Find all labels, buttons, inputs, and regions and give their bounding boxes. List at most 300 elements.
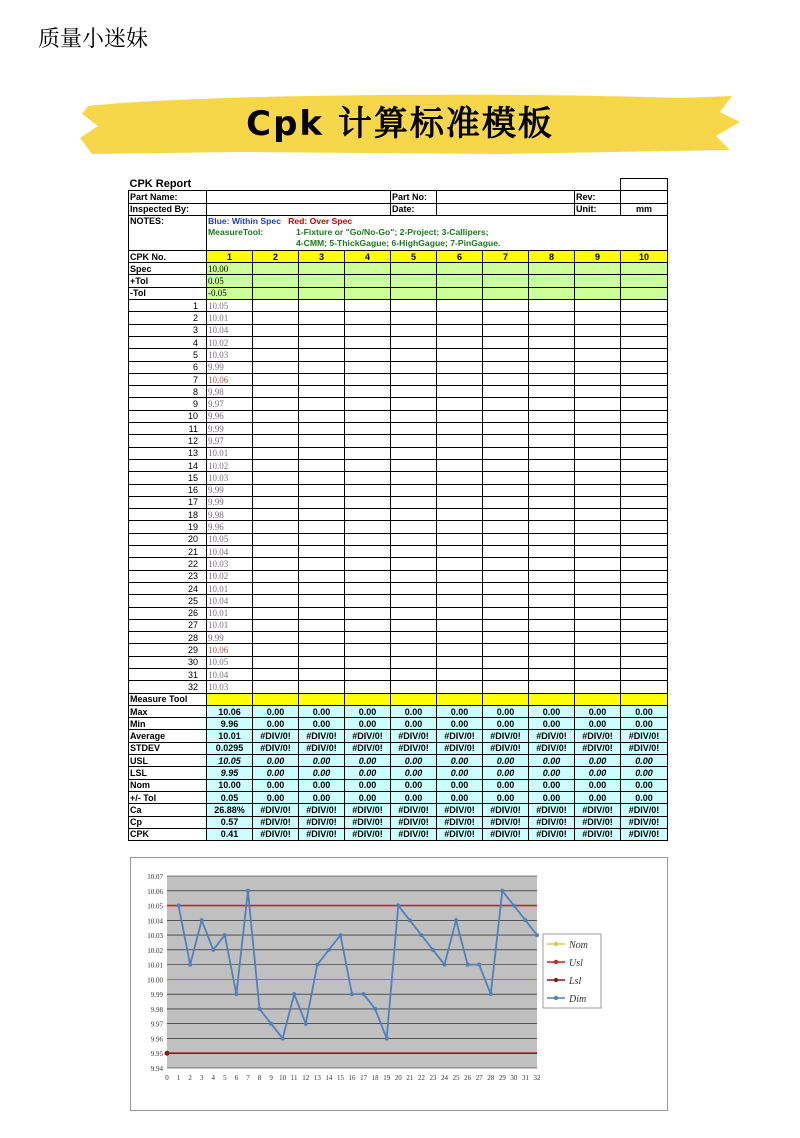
spec-row-value[interactable]: 10.00 — [207, 263, 253, 275]
measurement-cell[interactable] — [437, 373, 483, 385]
measure-tool-cell[interactable] — [575, 693, 621, 705]
measurement-cell[interactable] — [253, 447, 299, 459]
measurement-cell[interactable] — [529, 373, 575, 385]
measurement-cell[interactable] — [345, 570, 391, 582]
measurement-cell[interactable] — [299, 447, 345, 459]
measurement-cell[interactable] — [345, 324, 391, 336]
measurement-cell[interactable] — [575, 595, 621, 607]
measurement-cell[interactable] — [437, 644, 483, 656]
measurement-cell[interactable] — [621, 681, 668, 693]
measurement-cell[interactable] — [529, 607, 575, 619]
measurement-cell[interactable] — [345, 546, 391, 558]
measurement-cell[interactable] — [437, 496, 483, 508]
measurement-cell[interactable] — [437, 668, 483, 680]
measurement-cell[interactable] — [575, 410, 621, 422]
spec-row-cell[interactable] — [575, 263, 621, 275]
measurement-cell[interactable] — [437, 619, 483, 631]
measurement-cell[interactable] — [483, 570, 529, 582]
measurement-cell[interactable]: 10.04 — [207, 668, 253, 680]
measurement-cell[interactable] — [621, 336, 668, 348]
measurement-cell[interactable] — [621, 324, 668, 336]
measurement-cell[interactable] — [621, 521, 668, 533]
measurement-cell[interactable] — [529, 668, 575, 680]
minus-tol-row-cell[interactable] — [437, 287, 483, 299]
measurement-cell[interactable] — [437, 447, 483, 459]
measurement-cell[interactable] — [345, 521, 391, 533]
measurement-cell[interactable] — [575, 632, 621, 644]
measurement-cell[interactable] — [299, 423, 345, 435]
measurement-cell[interactable] — [621, 423, 668, 435]
measurement-cell[interactable] — [483, 607, 529, 619]
measurement-cell[interactable] — [253, 349, 299, 361]
measurement-cell[interactable]: 10.03 — [207, 558, 253, 570]
plus-tol-row-cell[interactable] — [529, 275, 575, 287]
measurement-cell[interactable] — [391, 484, 437, 496]
measurement-cell[interactable] — [437, 423, 483, 435]
measurement-cell[interactable]: 10.04 — [207, 324, 253, 336]
measurement-cell[interactable] — [437, 570, 483, 582]
measurement-cell[interactable] — [345, 533, 391, 545]
measurement-cell[interactable] — [621, 447, 668, 459]
measurement-cell[interactable] — [253, 681, 299, 693]
minus-tol-row-cell[interactable] — [483, 287, 529, 299]
measurement-cell[interactable] — [437, 681, 483, 693]
measurement-cell[interactable] — [253, 607, 299, 619]
measurement-cell[interactable] — [253, 435, 299, 447]
measurement-cell[interactable] — [529, 595, 575, 607]
measurement-cell[interactable] — [391, 349, 437, 361]
minus-tol-row-cell[interactable] — [391, 287, 437, 299]
measurement-cell[interactable] — [391, 398, 437, 410]
measurement-cell[interactable] — [575, 521, 621, 533]
measurement-cell[interactable]: 10.04 — [207, 595, 253, 607]
measurement-cell[interactable] — [437, 349, 483, 361]
measurement-cell[interactable] — [437, 509, 483, 521]
measurement-cell[interactable] — [529, 558, 575, 570]
measurement-cell[interactable] — [483, 435, 529, 447]
measurement-cell[interactable]: 10.01 — [207, 447, 253, 459]
measurement-cell[interactable] — [253, 472, 299, 484]
measurement-cell[interactable] — [253, 509, 299, 521]
measurement-cell[interactable] — [345, 435, 391, 447]
measurement-cell[interactable] — [621, 570, 668, 582]
measurement-cell[interactable] — [575, 373, 621, 385]
part-name-field[interactable] — [207, 191, 391, 203]
measurement-cell[interactable] — [299, 349, 345, 361]
measurement-cell[interactable] — [575, 300, 621, 312]
measurement-cell[interactable] — [391, 558, 437, 570]
measurement-cell[interactable] — [253, 398, 299, 410]
measurement-cell[interactable] — [253, 300, 299, 312]
measurement-cell[interactable] — [391, 300, 437, 312]
measurement-cell[interactable] — [575, 546, 621, 558]
measurement-cell[interactable] — [299, 336, 345, 348]
measurement-cell[interactable] — [391, 336, 437, 348]
measurement-cell[interactable] — [529, 324, 575, 336]
measurement-cell[interactable] — [621, 595, 668, 607]
measurement-cell[interactable] — [299, 509, 345, 521]
measurement-cell[interactable]: 10.01 — [207, 312, 253, 324]
measurement-cell[interactable]: 9.96 — [207, 410, 253, 422]
measurement-cell[interactable] — [437, 546, 483, 558]
measurement-cell[interactable] — [299, 681, 345, 693]
plus-tol-row-cell[interactable] — [299, 275, 345, 287]
minus-tol-row-cell[interactable] — [345, 287, 391, 299]
measurement-cell[interactable] — [345, 410, 391, 422]
measurement-cell[interactable]: 10.05 — [207, 300, 253, 312]
spec-row-cell[interactable] — [437, 263, 483, 275]
measurement-cell[interactable] — [483, 546, 529, 558]
measurement-cell[interactable] — [483, 509, 529, 521]
measurement-cell[interactable] — [483, 447, 529, 459]
measurement-cell[interactable]: 10.02 — [207, 459, 253, 471]
measurement-cell[interactable] — [345, 582, 391, 594]
date-field[interactable] — [437, 203, 575, 215]
plus-tol-row-cell[interactable] — [253, 275, 299, 287]
measurement-cell[interactable] — [529, 496, 575, 508]
measurement-cell[interactable] — [391, 681, 437, 693]
measurement-cell[interactable] — [575, 582, 621, 594]
spec-row-cell[interactable] — [483, 263, 529, 275]
plus-tol-row-cell[interactable] — [391, 275, 437, 287]
spec-row-cell[interactable] — [529, 263, 575, 275]
measurement-cell[interactable] — [529, 435, 575, 447]
measurement-cell[interactable] — [483, 656, 529, 668]
measurement-cell[interactable] — [575, 656, 621, 668]
measurement-cell[interactable]: 10.06 — [207, 373, 253, 385]
measurement-cell[interactable] — [575, 398, 621, 410]
measurement-cell[interactable] — [575, 336, 621, 348]
measurement-cell[interactable]: 10.01 — [207, 607, 253, 619]
measurement-cell[interactable] — [345, 681, 391, 693]
measurement-cell[interactable] — [437, 595, 483, 607]
measurement-cell[interactable] — [345, 656, 391, 668]
measurement-cell[interactable] — [529, 336, 575, 348]
measurement-cell[interactable] — [483, 373, 529, 385]
plus-tol-row-value[interactable]: 0.05 — [207, 275, 253, 287]
measurement-cell[interactable] — [253, 546, 299, 558]
measurement-cell[interactable] — [575, 447, 621, 459]
measurement-cell[interactable] — [483, 533, 529, 545]
measurement-cell[interactable] — [621, 386, 668, 398]
measurement-cell[interactable] — [483, 632, 529, 644]
measurement-cell[interactable] — [345, 558, 391, 570]
spec-row-cell[interactable] — [345, 263, 391, 275]
measurement-cell[interactable] — [345, 509, 391, 521]
measurement-cell[interactable]: 10.01 — [207, 582, 253, 594]
measurement-cell[interactable] — [345, 619, 391, 631]
measurement-cell[interactable] — [345, 632, 391, 644]
measurement-cell[interactable] — [437, 361, 483, 373]
measurement-cell[interactable] — [345, 644, 391, 656]
measurement-cell[interactable] — [483, 668, 529, 680]
measurement-cell[interactable] — [391, 668, 437, 680]
measurement-cell[interactable] — [299, 386, 345, 398]
measurement-cell[interactable] — [621, 349, 668, 361]
measurement-cell[interactable]: 9.99 — [207, 361, 253, 373]
measurement-cell[interactable] — [437, 459, 483, 471]
minus-tol-row-cell[interactable] — [253, 287, 299, 299]
measurement-cell[interactable] — [621, 582, 668, 594]
measurement-cell[interactable] — [437, 472, 483, 484]
measurement-cell[interactable] — [253, 324, 299, 336]
measurement-cell[interactable] — [345, 373, 391, 385]
spec-row-cell[interactable] — [391, 263, 437, 275]
measurement-cell[interactable]: 9.97 — [207, 435, 253, 447]
measurement-cell[interactable] — [621, 373, 668, 385]
measurement-cell[interactable]: 9.96 — [207, 521, 253, 533]
measurement-cell[interactable] — [529, 312, 575, 324]
measurement-cell[interactable] — [437, 533, 483, 545]
measure-tool-cell[interactable] — [345, 693, 391, 705]
measurement-cell[interactable] — [575, 423, 621, 435]
measurement-cell[interactable]: 10.02 — [207, 336, 253, 348]
measurement-cell[interactable]: 9.99 — [207, 423, 253, 435]
measurement-cell[interactable] — [529, 644, 575, 656]
measurement-cell[interactable] — [391, 632, 437, 644]
measurement-cell[interactable] — [299, 570, 345, 582]
measurement-cell[interactable] — [529, 521, 575, 533]
measurement-cell[interactable] — [345, 496, 391, 508]
measurement-cell[interactable] — [575, 459, 621, 471]
measurement-cell[interactable] — [391, 521, 437, 533]
measurement-cell[interactable] — [483, 484, 529, 496]
measurement-cell[interactable] — [253, 619, 299, 631]
measurement-cell[interactable] — [483, 349, 529, 361]
measurement-cell[interactable] — [299, 459, 345, 471]
measurement-cell[interactable] — [391, 410, 437, 422]
measurement-cell[interactable] — [621, 619, 668, 631]
measurement-cell[interactable] — [529, 582, 575, 594]
measurement-cell[interactable] — [483, 681, 529, 693]
measurement-cell[interactable] — [483, 336, 529, 348]
measurement-cell[interactable] — [299, 607, 345, 619]
measurement-cell[interactable] — [621, 533, 668, 545]
measurement-cell[interactable] — [529, 533, 575, 545]
measurement-cell[interactable] — [483, 312, 529, 324]
measurement-cell[interactable] — [483, 386, 529, 398]
measurement-cell[interactable] — [345, 607, 391, 619]
minus-tol-row-cell[interactable] — [621, 287, 668, 299]
measurement-cell[interactable] — [253, 423, 299, 435]
measurement-cell[interactable]: 10.04 — [207, 546, 253, 558]
measurement-cell[interactable]: 9.98 — [207, 509, 253, 521]
measurement-cell[interactable] — [437, 398, 483, 410]
measurement-cell[interactable] — [391, 607, 437, 619]
measure-tool-cell[interactable] — [207, 693, 253, 705]
measurement-cell[interactable] — [529, 546, 575, 558]
measurement-cell[interactable] — [483, 595, 529, 607]
measurement-cell[interactable] — [483, 644, 529, 656]
measurement-cell[interactable] — [437, 656, 483, 668]
measurement-cell[interactable] — [621, 361, 668, 373]
measurement-cell[interactable] — [391, 312, 437, 324]
measurement-cell[interactable] — [299, 312, 345, 324]
measurement-cell[interactable] — [253, 336, 299, 348]
measurement-cell[interactable]: 9.97 — [207, 398, 253, 410]
plus-tol-row-cell[interactable] — [575, 275, 621, 287]
measurement-cell[interactable] — [253, 484, 299, 496]
measurement-cell[interactable] — [529, 361, 575, 373]
measurement-cell[interactable] — [345, 447, 391, 459]
measurement-cell[interactable] — [299, 398, 345, 410]
measurement-cell[interactable] — [345, 472, 391, 484]
measurement-cell[interactable] — [299, 644, 345, 656]
measurement-cell[interactable] — [437, 484, 483, 496]
measurement-cell[interactable] — [253, 632, 299, 644]
measurement-cell[interactable] — [299, 546, 345, 558]
measurement-cell[interactable] — [391, 656, 437, 668]
measurement-cell[interactable] — [299, 435, 345, 447]
measurement-cell[interactable] — [621, 472, 668, 484]
measurement-cell[interactable] — [575, 533, 621, 545]
measurement-cell[interactable] — [299, 324, 345, 336]
measurement-cell[interactable]: 9.98 — [207, 386, 253, 398]
measurement-cell[interactable] — [345, 336, 391, 348]
measurement-cell[interactable] — [483, 459, 529, 471]
measurement-cell[interactable] — [299, 668, 345, 680]
measurement-cell[interactable] — [437, 632, 483, 644]
measurement-cell[interactable] — [253, 533, 299, 545]
measurement-cell[interactable] — [253, 656, 299, 668]
measurement-cell[interactable] — [483, 472, 529, 484]
measurement-cell[interactable] — [621, 656, 668, 668]
measurement-cell[interactable] — [299, 558, 345, 570]
measurement-cell[interactable] — [621, 312, 668, 324]
measurement-cell[interactable] — [621, 459, 668, 471]
measurement-cell[interactable] — [483, 582, 529, 594]
measurement-cell[interactable]: 9.99 — [207, 632, 253, 644]
measurement-cell[interactable] — [621, 496, 668, 508]
measurement-cell[interactable] — [391, 447, 437, 459]
plus-tol-row-cell[interactable] — [621, 275, 668, 287]
measurement-cell[interactable] — [483, 361, 529, 373]
measurement-cell[interactable] — [391, 472, 437, 484]
measurement-cell[interactable]: 10.03 — [207, 349, 253, 361]
measurement-cell[interactable] — [529, 386, 575, 398]
measurement-cell[interactable] — [391, 435, 437, 447]
measurement-cell[interactable] — [299, 472, 345, 484]
measurement-cell[interactable] — [483, 410, 529, 422]
plus-tol-row-cell[interactable] — [345, 275, 391, 287]
spec-row-cell[interactable] — [621, 263, 668, 275]
measurement-cell[interactable] — [299, 521, 345, 533]
measurement-cell[interactable] — [621, 632, 668, 644]
measurement-cell[interactable] — [621, 435, 668, 447]
measurement-cell[interactable] — [253, 521, 299, 533]
measurement-cell[interactable] — [391, 619, 437, 631]
measurement-cell[interactable] — [253, 459, 299, 471]
measurement-cell[interactable] — [483, 423, 529, 435]
measurement-cell[interactable] — [299, 656, 345, 668]
measurement-cell[interactable] — [575, 496, 621, 508]
measurement-cell[interactable] — [621, 558, 668, 570]
measurement-cell[interactable] — [253, 373, 299, 385]
measurement-cell[interactable] — [299, 595, 345, 607]
measurement-cell[interactable] — [391, 361, 437, 373]
spec-row-cell[interactable] — [253, 263, 299, 275]
measurement-cell[interactable] — [437, 410, 483, 422]
minus-tol-row-value[interactable]: -0.05 — [207, 287, 253, 299]
measurement-cell[interactable] — [529, 423, 575, 435]
measurement-cell[interactable] — [391, 644, 437, 656]
measurement-cell[interactable] — [299, 373, 345, 385]
measure-tool-cell[interactable] — [253, 693, 299, 705]
minus-tol-row-cell[interactable] — [529, 287, 575, 299]
measurement-cell[interactable] — [253, 668, 299, 680]
measurement-cell[interactable] — [253, 595, 299, 607]
measurement-cell[interactable] — [575, 644, 621, 656]
measurement-cell[interactable] — [345, 595, 391, 607]
measurement-cell[interactable] — [575, 484, 621, 496]
measurement-cell[interactable] — [391, 459, 437, 471]
measurement-cell[interactable] — [575, 349, 621, 361]
measurement-cell[interactable] — [299, 496, 345, 508]
part-no-field[interactable] — [437, 191, 575, 203]
measurement-cell[interactable] — [529, 484, 575, 496]
rev-field[interactable] — [621, 191, 668, 203]
measure-tool-cell[interactable] — [391, 693, 437, 705]
measurement-cell[interactable] — [345, 386, 391, 398]
measurement-cell[interactable] — [253, 582, 299, 594]
measurement-cell[interactable] — [391, 386, 437, 398]
measurement-cell[interactable]: 10.03 — [207, 681, 253, 693]
measurement-cell[interactable] — [575, 386, 621, 398]
measurement-cell[interactable] — [345, 361, 391, 373]
measurement-cell[interactable] — [299, 410, 345, 422]
measurement-cell[interactable] — [575, 558, 621, 570]
minus-tol-row-cell[interactable] — [575, 287, 621, 299]
measurement-cell[interactable] — [483, 496, 529, 508]
measurement-cell[interactable] — [299, 632, 345, 644]
measurement-cell[interactable] — [437, 435, 483, 447]
measurement-cell[interactable]: 10.05 — [207, 533, 253, 545]
measurement-cell[interactable] — [575, 472, 621, 484]
measurement-cell[interactable]: 10.06 — [207, 644, 253, 656]
measure-tool-cell[interactable] — [529, 693, 575, 705]
measurement-cell[interactable] — [299, 582, 345, 594]
measurement-cell[interactable] — [299, 484, 345, 496]
measurement-cell[interactable]: 9.99 — [207, 496, 253, 508]
measure-tool-cell[interactable] — [299, 693, 345, 705]
measurement-cell[interactable] — [483, 558, 529, 570]
spec-row-cell[interactable] — [299, 263, 345, 275]
measurement-cell[interactable] — [437, 324, 483, 336]
measurement-cell[interactable] — [437, 607, 483, 619]
measurement-cell[interactable] — [621, 546, 668, 558]
measurement-cell[interactable] — [529, 459, 575, 471]
measurement-cell[interactable] — [621, 644, 668, 656]
measurement-cell[interactable] — [575, 324, 621, 336]
measurement-cell[interactable] — [483, 521, 529, 533]
measurement-cell[interactable] — [621, 484, 668, 496]
measurement-cell[interactable] — [437, 300, 483, 312]
measurement-cell[interactable] — [621, 668, 668, 680]
measurement-cell[interactable] — [529, 681, 575, 693]
measurement-cell[interactable] — [575, 570, 621, 582]
plus-tol-row-cell[interactable] — [483, 275, 529, 287]
measure-tool-cell[interactable] — [621, 693, 668, 705]
measure-tool-cell[interactable] — [437, 693, 483, 705]
measurement-cell[interactable] — [391, 324, 437, 336]
measurement-cell[interactable] — [391, 582, 437, 594]
measurement-cell[interactable] — [345, 349, 391, 361]
measurement-cell[interactable] — [529, 349, 575, 361]
measurement-cell[interactable] — [437, 582, 483, 594]
measurement-cell[interactable] — [575, 619, 621, 631]
measurement-cell[interactable] — [483, 619, 529, 631]
measurement-cell[interactable] — [621, 607, 668, 619]
